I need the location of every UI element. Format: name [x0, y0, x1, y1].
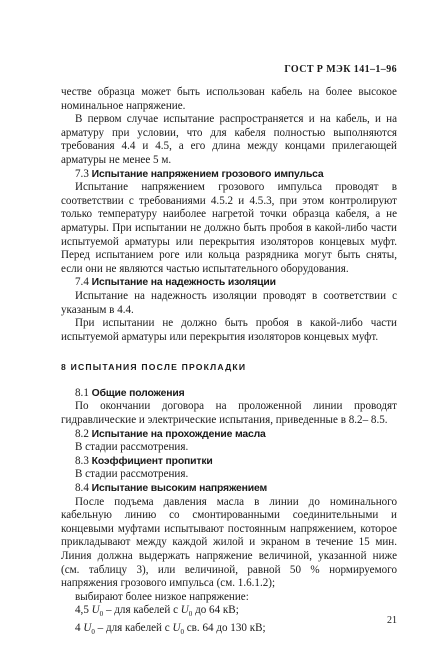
section-8-heading: 8 ИСПЫТАНИЯ ПОСЛЕ ПРОКЛАДКИ [61, 362, 247, 373]
heading-8-3-title: Коэффициент пропитки [91, 455, 213, 467]
formula-line-1 [61, 604, 397, 622]
heading-8-4-number: 8.4 [75, 482, 89, 495]
paragraph-reliability-test: Испытание на надежность изоляции проводят в соответствии с указаным в 4.4. [61, 289, 397, 316]
heading-8-3 [61, 455, 397, 469]
formula-2-subscript-2: 0 [180, 628, 184, 637]
heading-8-3-number: 8.3 [75, 454, 89, 467]
paragraph-oil-flow: В стадии рассмотрения. [75, 441, 189, 454]
page-content [61, 86, 397, 640]
formula-1-subscript: 0 [99, 610, 104, 619]
formula-2-range: св. 64 до 130 кВ; [186, 622, 266, 635]
formula-2-coefficient: 4 [75, 622, 81, 635]
paragraph-first-case: В первом случае испытание распространяется и на кабель, и на арматуру при условии, что для кабеля полностью выполняются требования 4.4 и 4.5, а его длина между концами прилегающей арматуры не менее 5 м. [61, 113, 397, 166]
formula-line-2 [61, 622, 397, 640]
heading-7-3-title: Испытание напряжением грозового импульса [91, 168, 324, 180]
formula-2-variable-2: U [172, 622, 181, 635]
standard-header: ГОСТ Р МЭК 141–1–96 [284, 64, 397, 75]
formula-1-subscript-2: 0 [188, 610, 193, 619]
formula-2-variable: U [83, 622, 92, 635]
paragraph-lightning-test: Испытание напряжением грозового импульса проводят в соответствии с требованиями 4.5.2 и 4.5.3, при этом контролируют только температуру наиболее нагретой точки образца кабеля, а не арматуры. При испытании не должно быть пробоя в какой-либо части испытуемой арматуры или перекрытия изоляторов концевых муфт. Перед испытанием роге или кольца разрядника могут быть сняты, если они не являются частью испытательного оборудования. [61, 181, 397, 275]
heading-8-1-title: Общие положения [91, 387, 185, 399]
formula-2-text: – для кабелей с [97, 622, 170, 635]
paragraph-no-breakdown: При испытании не должно быть пробоя в какой-либо части испытуемой арматуры или перекрытия изоляторов концевых муфт. [61, 317, 397, 343]
formula-1-variable: U [91, 604, 100, 617]
heading-7-4-title: Испытание на надежность изоляции [91, 277, 276, 289]
heading-8-2 [61, 428, 397, 442]
heading-8-4 [61, 482, 397, 496]
paragraph-continuation: честве образца может быть использован кабель на более высокое номинальное напряжение. [61, 86, 397, 112]
heading-8-1-number: 8.1 [75, 386, 89, 399]
heading-7-4 [61, 276, 397, 290]
formula-1-text: – для кабелей с [105, 604, 178, 617]
formula-1-coefficient: 4,5 [75, 604, 89, 617]
heading-7-3 [61, 168, 397, 182]
heading-8-2-title: Испытание на прохождение масла [91, 428, 266, 440]
heading-8-2-number: 8.2 [75, 427, 89, 440]
paragraph-choose-lower: выбирают более низкое напряжение: [75, 590, 249, 603]
paragraph-impregnation: В стадии рассмотрения. [75, 468, 189, 481]
heading-8-1 [61, 387, 397, 401]
formula-2-subscript: 0 [91, 628, 95, 637]
formula-1-variable-2: U [180, 604, 189, 617]
page-number: 21 [387, 615, 397, 626]
heading-8-4-title: Испытание высоким напряжением [91, 483, 268, 495]
paragraph-high-voltage: После подъема давления масла в линии до номинального кабельную линию со смонтированными соединительными и концевыми муфтами испытывают постоянным напряжением, которое прикладывают между каждой жилой и экраном в течение 15 мин. Линия должна выдержать напряжение величиной, указанной ниже (см. таблицу 3), или величиной, равной 50 % нормируемого напряжения грозового импульса (см. 1.6.1.2); [61, 495, 397, 590]
paragraph-general: По окончании договора на проложенной линии проводят гидравлические и электрические испытания, приведенные в 8.2– 8.5. [61, 400, 397, 427]
heading-7-4-number: 7.4 [75, 276, 89, 289]
formula-1-range: до 64 кВ; [195, 604, 239, 617]
heading-7-3-number: 7.3 [75, 167, 89, 180]
